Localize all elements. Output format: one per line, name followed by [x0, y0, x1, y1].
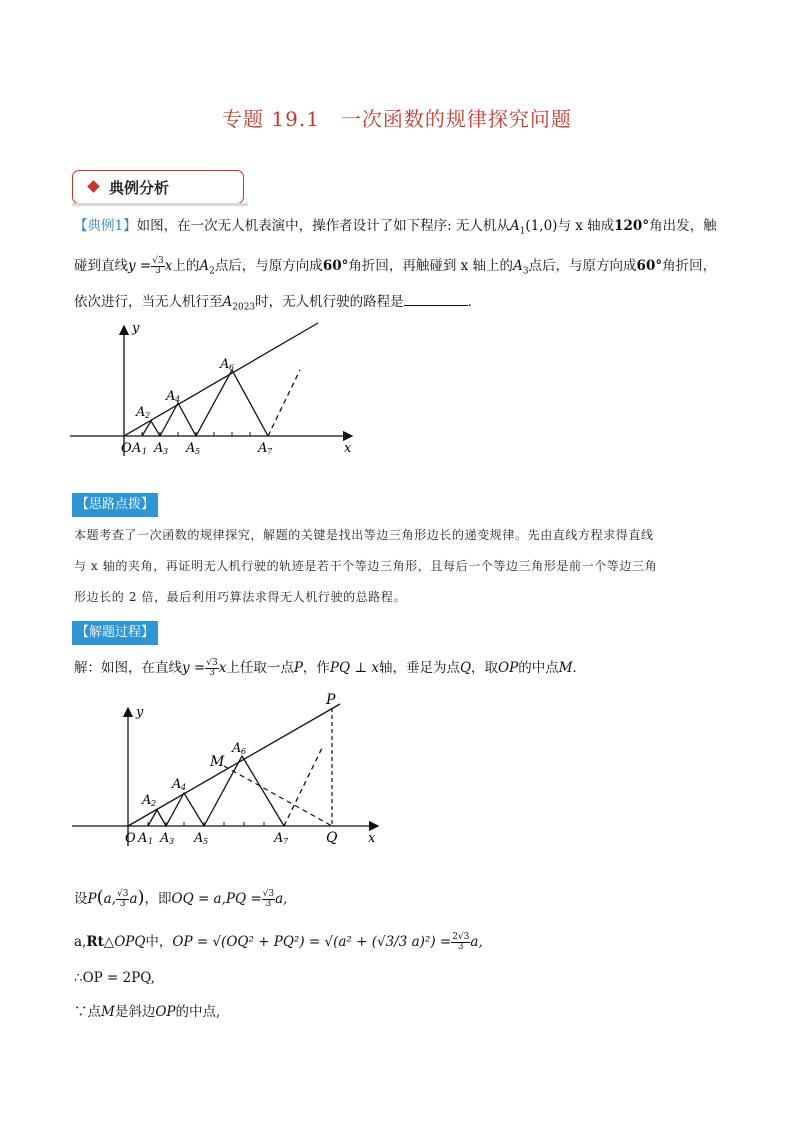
example-line-1: 【典例1】如图，在一次无人机表演中，操作者设计了如下程序: 无人机从$A_1(1,0)$与 x 轴成120°角出发，触 — [74, 218, 717, 237]
svg-text:6: 6 — [241, 747, 247, 756]
svg-text:A: A — [166, 389, 176, 404]
page-title: 专题 19.1 一次函数的规律探究问题 — [222, 107, 572, 131]
dashed-continuation — [284, 748, 322, 826]
svg-text:3: 3 — [163, 447, 169, 456]
svg-text:A: A — [136, 405, 146, 420]
zigzag-path — [142, 370, 268, 436]
example-line-2: 碰到直线y = $\frac{√3}{3}$ x上的$A_2$点后，与原方向成60°角折回，再触碰到 x 轴上的$A_3$点后，与原方向成60°角折回， — [74, 256, 717, 277]
solution-line-4: ∵点M是斜边OP的中点, — [74, 1004, 221, 1020]
dashed-continuation — [268, 370, 300, 436]
fraction: $\frac{√3}{3}$ — [152, 256, 164, 276]
svg-text:A: A — [172, 777, 182, 792]
svg-text:A: A — [194, 831, 204, 846]
svg-text:M: M — [210, 754, 225, 770]
svg-text:5: 5 — [195, 447, 201, 456]
svg-text:A: A — [154, 441, 164, 456]
svg-text:2: 2 — [151, 799, 157, 808]
label-x: x — [344, 441, 352, 456]
process-line-1: 解：如图，在直线y = $\frac{√3}{3}$ x上任取一点P，作PQ ⊥ x轴，垂足为点Q，取OP的中点M． — [74, 658, 587, 678]
svg-text:3: 3 — [169, 837, 175, 846]
example-tag: 【典例1】 — [74, 218, 137, 234]
svg-text:4: 4 — [175, 395, 181, 404]
line-y-equals — [128, 704, 340, 826]
svg-text:P: P — [326, 692, 336, 708]
section-label: 典例分析 — [109, 179, 170, 197]
svg-text:A: A — [232, 741, 242, 756]
section-header — [72, 170, 244, 204]
svg-text:A: A — [258, 441, 268, 456]
svg-text:6: 6 — [229, 363, 235, 372]
solution-line-3: ∴OP = 2PQ, — [74, 970, 155, 986]
hint-text: 本题考查了一次函数的规律探究，解题的关键是找出等边三角形边长的递变规律。先由直线方程求得直线 与 x 轴的夹角，再证明无人机行驶的轨迹是若干个等边三角形，且每后一个等边三角形是前一个等边三角 形边长的 2 倍，最后利用巧算法求得无人机行驶的总路程。 — [74, 528, 658, 604]
svg-text:4: 4 — [181, 783, 187, 792]
svg-text:1: 1 — [148, 837, 154, 846]
hint-tag: 【思路点拨】 — [72, 493, 158, 517]
solution-line-2: a,Rt△OPQ中，OP = √(OQ² + PQ²) = √(a² + (√3/3 a)²) = $\frac{2√3}{3}$ a, — [74, 932, 483, 952]
svg-text:7: 7 — [267, 447, 273, 456]
svg-text:O: O — [125, 831, 136, 846]
svg-text:x: x — [368, 831, 376, 846]
section-underline — [72, 203, 248, 206]
fraction: $\frac{√3}{3}$ — [206, 658, 218, 678]
line-y-equals — [124, 323, 318, 436]
svg-text:A: A — [138, 831, 148, 846]
answer-blank — [404, 293, 468, 306]
svg-text:y: y — [136, 705, 144, 720]
svg-text:Q: Q — [326, 830, 338, 846]
example-line-3: 依次进行，当无人机行至$A_{2023}$时，无人机行驶的路程是 ． — [74, 294, 482, 313]
svg-text:A: A — [274, 831, 284, 846]
svg-text:A: A — [186, 441, 196, 456]
label-y: y — [132, 321, 140, 336]
solution-line-1: 设P(a, $\frac{√3}{3}$ a)，即OQ = a,PQ = $\frac{√3}{3}$ a, — [74, 887, 288, 909]
svg-text:5: 5 — [203, 837, 209, 846]
svg-text:O: O — [121, 441, 132, 456]
svg-text:A: A — [142, 793, 152, 808]
diamond-icon — [87, 180, 100, 193]
figure-2 — [64, 690, 384, 850]
svg-text:1: 1 — [142, 447, 148, 456]
svg-text:7: 7 — [283, 837, 289, 846]
process-tag: 【解题过程】 — [72, 621, 158, 645]
svg-text:2: 2 — [145, 411, 151, 420]
svg-text:A: A — [160, 831, 170, 846]
figure-1 — [60, 318, 370, 468]
svg-text:A: A — [132, 441, 142, 456]
svg-text:A: A — [220, 357, 230, 372]
